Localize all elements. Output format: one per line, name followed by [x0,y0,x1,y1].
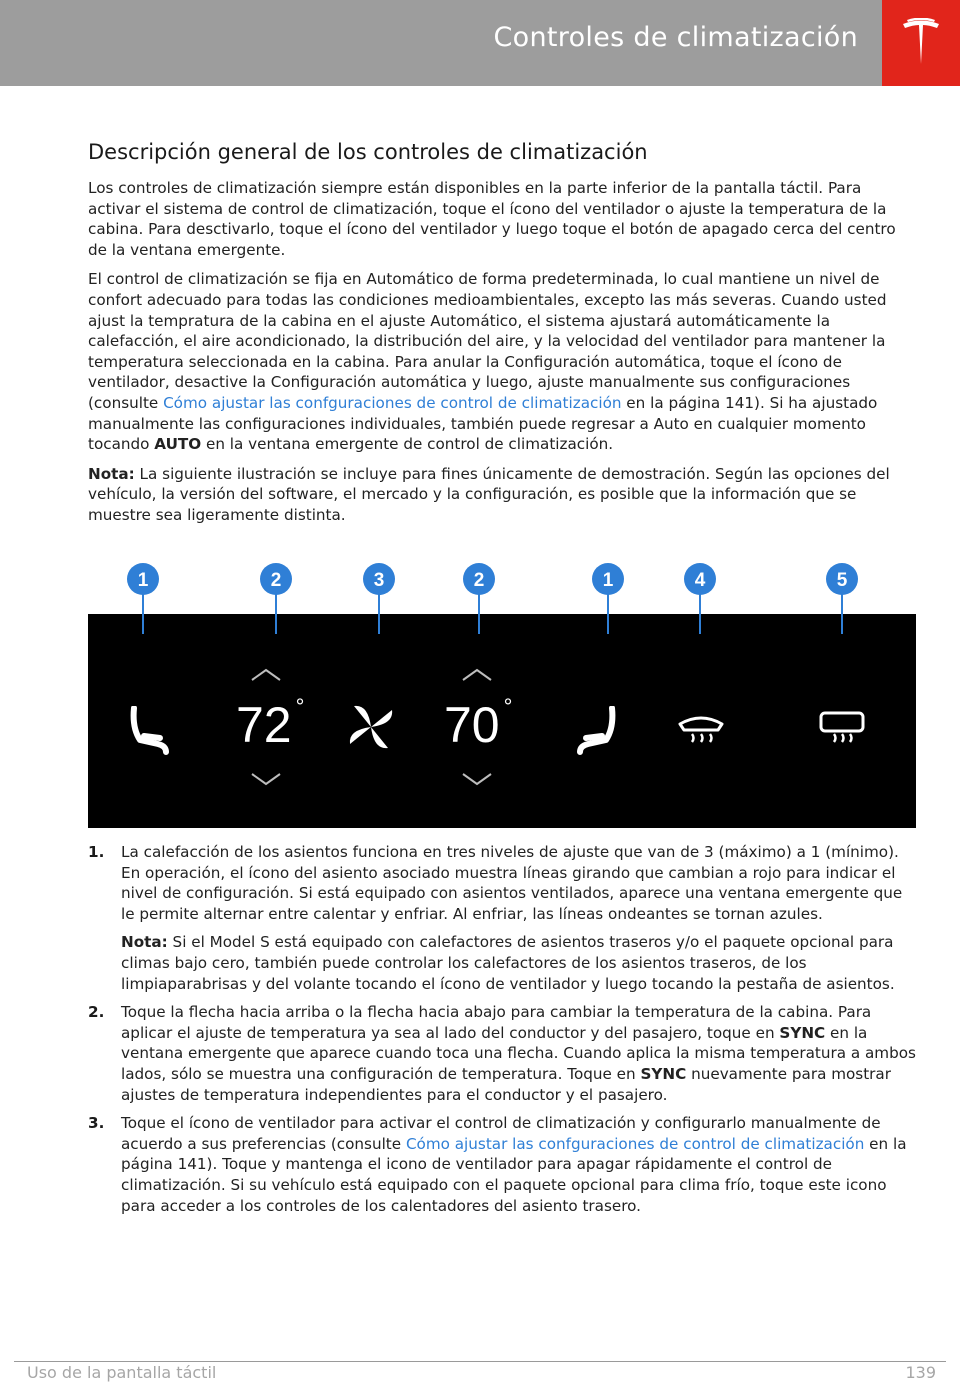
list-item [88,1113,918,1216]
driver-temp-value: 72 [236,697,292,753]
sync-label: SYNC [779,1023,826,1042]
auto-label: AUTO [154,435,202,454]
text-segment: Toque la flecha hacia arriba o la flecha hacia abajo para cambiar la temperatura de la cabina. Para aplicar el ajuste de temperatura ya sea al lado del conductor y del pasajero, toque en [121,1003,872,1042]
temp-down-chevron-icon[interactable] [250,772,282,786]
callout-number: 3 [373,570,385,591]
degree-symbol: ° [295,694,305,719]
callout-number: 1 [602,570,614,591]
list-item-text [121,1002,918,1105]
fan-icon[interactable] [346,702,396,752]
callout-number: 5 [836,570,848,591]
paragraph-auto [88,269,918,454]
header-bar [0,0,882,86]
note-paragraph [121,932,918,994]
callout-number: 2 [473,570,485,591]
note-text: La siguiente ilustración se incluye para fines únicamente de demostración. Según las opciones del vehículo, la versión del software, el mercado y la configuración, es posible que la información que se muestre sea ligeramente distinta. [88,464,890,524]
list-item-text [121,1113,918,1216]
note-text: Si el Model S está equipado con calefactores de asientos traseros y/o el paquete opcional para climas bajo cero, también puede controlar los calefactores de los asientos traseros, de los limpiaparabrisas y del volante tocando el ícono de ventilador y luego tocando la pestaña de asientos. [121,933,895,993]
passenger-seat-heater-icon[interactable] [574,706,616,756]
list-item [88,1002,918,1105]
page-title: Controles de climatización [493,22,858,53]
list-number: 3. [88,1114,105,1133]
footer-page-number: 139 [905,1363,936,1382]
temp-up-chevron-icon[interactable] [250,668,282,682]
temp-up-chevron-icon[interactable] [461,668,493,682]
list-item-text: La calefacción de los asientos funciona en tres niveles de ajuste que van de 3 (máximo) a 1 (mínimo). En operación, el ícono del asiento asociado muestra líneas girando que cambian a rojo para indicar el nivel de configuración. Si está equipado con asientos ventilados, aparece una ventana emergente que le permite alternar entre calentar y enfriar. Al enfriar, las líneas ondeantes se tornan azules. [121,843,903,923]
text-segment: en la página 141). Toque y mantenga el icono de ventilador para apagar rápidamente el control de climatización. Si su vehículo está equipado con el paquete opcional para clima frío, toque este icono para acceder a los controles de los calentadores del asiento trasero. [121,1134,907,1215]
callout-number: 1 [137,570,149,591]
footer-divider [14,1361,946,1362]
section-heading: Descripción general de los controles de climatización [88,140,648,164]
link-climate-settings[interactable]: Cómo ajustar las confguraciones de control de climatización [163,393,622,412]
temp-down-chevron-icon[interactable] [461,772,493,786]
text-segment: nuevamente para mostrar ajustes de temperatura independientes para el conductor y el pasajero. [121,1064,891,1104]
rear-defrost-icon[interactable] [818,710,866,750]
main-content [88,140,918,535]
text-segment: en la página 141). Si ha ajustado manualmente las configuraciones individuales, también puede regresar a Auto en cualquier momento tocando [88,393,878,454]
list-item [88,842,918,994]
passenger-temp-value: 70 [444,697,500,753]
footer-section-name: Uso de la pantalla táctil [27,1363,217,1382]
degree-symbol: ° [503,694,513,719]
climate-panel [88,614,916,828]
tesla-logo-icon [901,18,941,66]
numbered-list [88,842,918,1224]
sync-label: SYNC [640,1064,687,1083]
driver-seat-heater-icon [130,706,172,756]
passenger-temp[interactable] [444,696,512,754]
text-segment: El control de climatización se fija en Automático de forma predeterminada, lo cual mantiene un nivel de confort adecuado para todas las condiciones medioambientales, excepto las más severas. Cuando usted ajust la tempratura de la cabina en el ajuste Automático, el sistema ajustará automáticamente la calefacción, el aire acondicionado, la distribución del aire, y la velocidad del ventilador para mantener la temperatura seleccionada en la cabina. Para anular la Configuración automática, toque el ícono de ventilador, desactive la Configuración automática y luego, ajuste manualmente sus configuraciones (consulte [88,270,887,412]
text-segment: en la ventana emergente de control de climatización. [201,435,614,454]
text-segment: en la ventana emergente que aparece cuando toca una flecha. Cuando aplica la misma temperatura a ambos lados, sólo se muestra una configuración de temperatura. Toque en [121,1023,916,1083]
text-segment: Toque el ícono de ventilador para activar el control de climatización y configurarlo manualmente de acuerdo a sus preferencias (consulte [121,1114,881,1153]
note-label: Nota: [121,933,168,952]
callout-markers [88,562,916,642]
callout-number: 2 [270,570,282,591]
driver-temp[interactable] [236,696,304,754]
list-number: 1. [88,843,105,861]
list-number: 2. [88,1003,105,1022]
paragraph-intro: Los controles de climatización siempre están disponibles en la parte inferior de la pantalla táctil. Para activar el sistema de control de climatización, toque el ícono del ventilador o ajuste la temperatura de la cabina. Para desctivarlo, toque el ícono del ventilador y luego toque el botón de apagado cerca del centro de la ventana emergente. [88,179,896,259]
note-paragraph [88,464,918,526]
callout-number: 4 [694,570,706,591]
front-defrost-icon[interactable] [676,712,726,748]
logo-box [882,0,960,86]
note-label: Nota: [88,464,135,483]
link-climate-settings[interactable]: Cómo ajustar las confguraciones de control de climatización [405,1134,865,1153]
climate-controls-illustration [88,562,916,828]
